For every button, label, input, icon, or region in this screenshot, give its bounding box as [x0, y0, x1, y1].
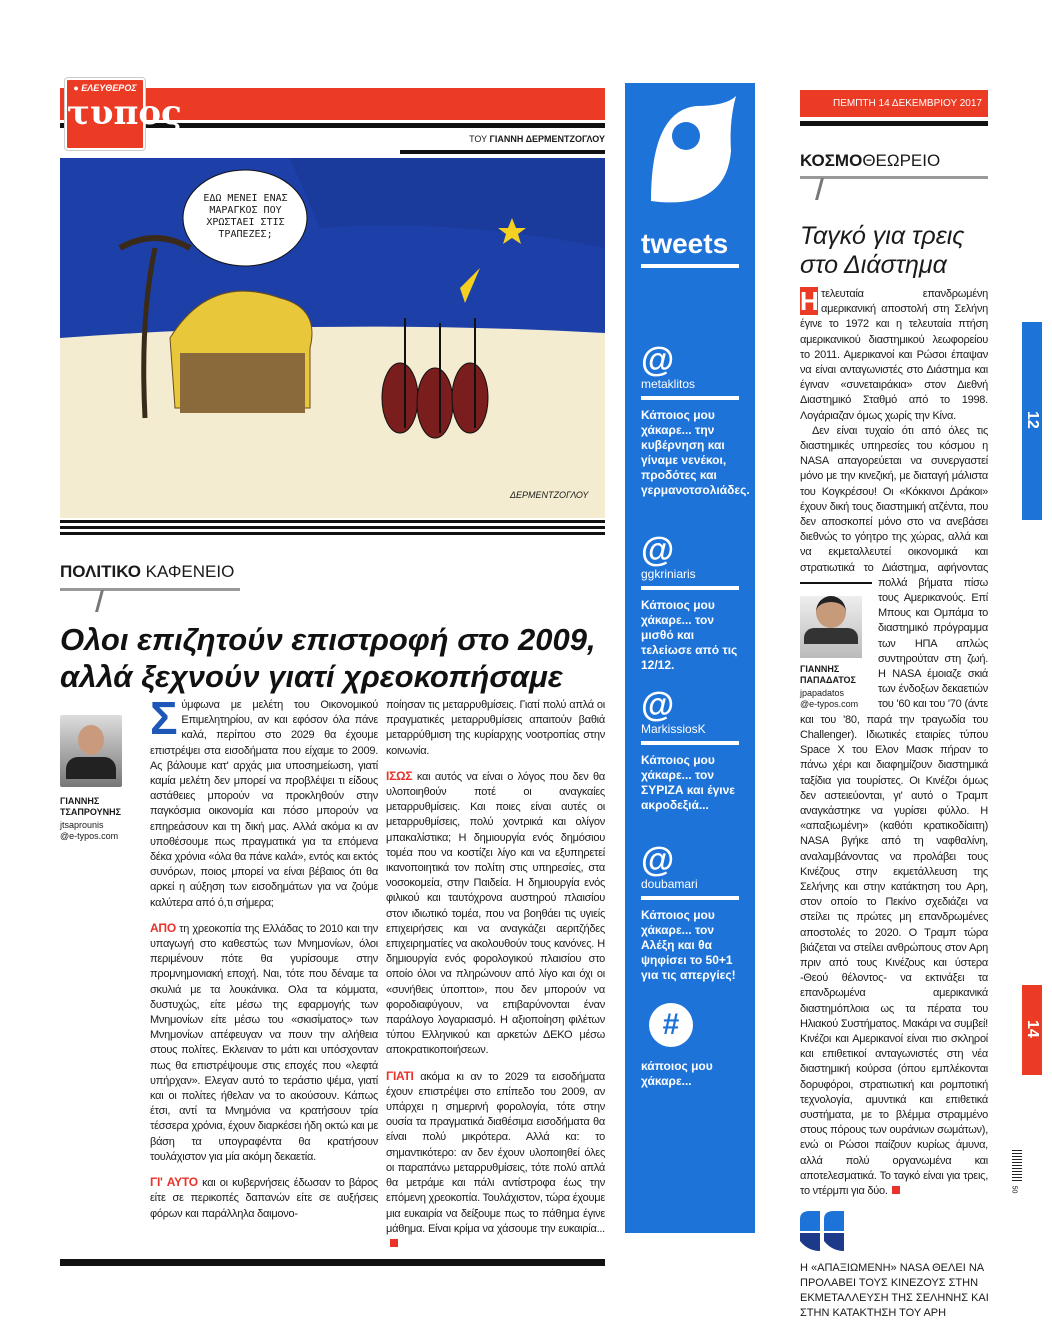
cartoon-speech-bubble: ΕΔΩ ΜΕΝΕΙ ΕΝΑΣ ΜΑΡΑΓΚΟΣ ΠΟΥ ΧΡΩΣΤΑΕΙ ΣΤΙΣ ΤΡΑΠΕΖΕΣ; [203, 193, 288, 240]
at-icon: @ [641, 531, 675, 569]
tweet [641, 533, 739, 688]
end-mark [892, 1186, 900, 1194]
logo-top: ● ΕΛΕΥΘΕΡΟΣ [73, 83, 137, 93]
left-article [60, 78, 605, 1266]
drop-cap: Η [800, 286, 819, 316]
right-article-wrap: τους Αμερικανούς. Επί Μπους και Ομπάμα το διαστημικό πρόγραμμα των ΗΠΑ απλώς συντηρούταν στη ζωή. Η NASA έμοιαζε σκιά των ένδοξων δεκαετιών του '60 και του '70 (άντε και του '80, παρά την τραγωδία του Challenger). Ιδιωτικές εταιρίες τύπου [800, 592, 988, 741]
cartoon-signature: ΔΕΡΜΕΝΤΖΟΓΛΟΥ [510, 490, 589, 500]
spacer [641, 268, 739, 343]
section-rule-right [800, 176, 988, 179]
cartoon-illustration [60, 158, 605, 518]
page-tab-blue: 12 [1022, 322, 1042, 520]
triple-rule [60, 520, 605, 535]
section-rule [60, 588, 240, 591]
barcode-number: 50 [1010, 1185, 1018, 1194]
drop-cap: Σ [150, 692, 178, 744]
page-tab-red: 14 [1022, 985, 1042, 1075]
right-article-bottom: Space X του Ελον Μασκ πήραν το πάνω χέρι και διαφημίζουν διαστημικά ταξίδια για τουρίστες. Οι Κινέζοι όμως δεν αστειεύονται, γι' αυτό ο Τραμπ αναγκάστηκε να γυρίσει φύλλο. Η «απαξιωμένη» (καθότι κρατικοδίαιτη) NASA βγήκε από τη ναφθαλίνη, αναλαμβάνοντας να προλάβει τους Κινέζους στην εκμετάλλευση της Σελήνης και στην κατάκτηση του Αρη, στον οποίο το Πεκίνο σχεδιάζει να στείλει τις πρώτες μη επανδρωμένες αποστολές το 2020. Ο Τραμπ τώρα βιάζεται να στείλει ανθρώπους στον Αρη πριν από τους Κινέζους και ύστερα -Θεού θέλοντος- να εκτινάξει τα επανδρωμένα αμερικανικά διαστημόπλοια ως τα πέρατα του Ηλιακού Συστήματος. Μακάρι να συμβεί! Κινέζοι και Αμερικανοί είναι πιο σκληροί και επιθετικοί ανταγωνιστές στη νέα διαστημική κούρσα (όπου εμπλέκονται δορυφόροι, στρατιωτική και ρομποτική τεχνολογία, αμυντικά και επιθετικά συστήματα, με το βλέμμα στραμμένο στους πόρους των ουράνιων σωμάτων), ενώ οι Ρώσοι παίζουν κυρίως άμυνα, αλλά πολύ οργανωμένα και αποτελεσματικά. Το ταγκό είναι για τρεις, το ντέρμπι για δύο. [800, 744, 988, 1197]
section-title: ΠΟΛΙΤΙΚΟ ΚΑΦΕΝΕΙΟ [60, 562, 235, 581]
bird-icon [641, 91, 741, 231]
author-photo [60, 715, 122, 787]
logo [65, 78, 182, 150]
hashtag-icon: # [649, 1003, 693, 1047]
headline: Ολοι επιζητούν επιστροφή στο 2009, αλλά ξεχνούν γιατί χρεοκοπήσαμε [60, 622, 596, 694]
right-title: Ταγκό για τρεις στο Διάστημα [800, 222, 965, 279]
tweets-footer: κάποιος μου χάκαρε... [641, 1059, 713, 1088]
section-rule-tick [815, 178, 824, 200]
author-info-right: ΓΙΑΝΝΗΣ ΠΑΠΑΔΑΤΟΣ jpapadatos @e-typos.com [800, 663, 859, 709]
pull-quote: Η «ΑΠΑΞΙΩΜΕΝΗ» NASA ΘΕΛΕΙ ΝΑ ΠΡΟΛΑΒΕΙ ΤΟΥΣ ΚΙΝΕΖΟΥΣ ΣΤΗΝ ΕΚΜΕΤΑΛΛΕΥΣΗ ΤΗΣ ΣΕΛΗΝΗΣ ΚΑΙ ΣΤΗΝ ΚΑΤΑΚΤΗΣΗ ΤΟΥ ΑΡΗ [800, 1262, 989, 1320]
date-bar: ΠΕΜΠΤΗ 14 ΔΕΚΕΜΒΡΙΟΥ 2017 [800, 90, 988, 117]
tweets-title: tweets [641, 228, 729, 259]
tweet-rule [641, 586, 739, 590]
right-article [800, 287, 988, 1321]
tweet-rule [641, 896, 739, 900]
at-icon: @ [641, 841, 675, 879]
tweet-rule [641, 741, 739, 745]
tweet-text: Κάποιος μου χάκαρε... τον μισθό και τελείωσε από τις 12/12. [641, 598, 738, 672]
barcode [1012, 1150, 1022, 1182]
article-column-1: Σύμφωνα με μελέτη του Οικονομικού Επιμελητηρίου, αν και εφόσον όλα πάνε καλά, περίπου στο 2029 θα έχουμε επιστρέψει στα εισοδήματα που είχαμε το 2009. Ας βάλουμε κατ' αρχάς μια υποσημείωση, γιατί καμία μελέτη δεν μπορεί να προβλέψει τι είδους αστάθειες μπορούν να προκληθούν στην παγκόσμια οικονομία και πόσο μπορούν να επηρεάσουν και τη δική μας. Αλλά ακόμα κι αν υποθέσουμε πως πραγματικά για τα επόμενα δέκα χρόνια «όλα θα πάνε καλά», εντός και εκτός συνόρων, ποιος μπορεί να είναι βέβαιος ότι θα αρκεί η αύξηση των εισοδημάτων για να ζούμε καλύτερα από ό,τι σήμερα; ΑΠΟ τη χρεοκοπία της Ελλάδας το 2010 και την υπαγωγή στο καθεστώς των Μνημονίων, όλοι περιμένουν πότε θα γυρίσουμε στην προμνημονιακή εποχή. Ναι, τότε που δέναμε τα σκυλιά με τα λουκάνικα. Ολα τα κόμματα, δυστυχώς, είτε μέσω της εφαρμογής των Μνημονίων είτε μέσω του «σκισίματος» των Μνημονίων απέφευγαν να πουν την αλήθεια στους πολίτες. Εκλειναν το μάτι και υπόσχονταν πως θα επιστρέψουμε στις εποχές που «λεφτά υπήρχαν». Ελεγαν αυτό το τεράστιο ψέμα, γιατί και οι πολίτες ήθελαν να το ακούσουν. Κάπως έτσι, αντί τα Μνημόνια να κρατήσουν τρία τέσσερα χρόνια, έχουν διαρκέσει ήδη οκτώ και με βάση τα υπογραφέντα θα κρατήσουν τουλάχιστον για μία ακόμη δεκαετία. ΓΙ' ΑΥΤΟ και οι κυβερνήσεις έδωσαν το βάρος είτε σε περικοπές δαπανών είτε σε αυξήσεις φόρων και παράλληλα δαιμονο- [150, 692, 378, 1220]
article-column-2: ποίησαν τις μεταρρυθμίσεις. Γιατί πολύ απλά οι πραγματικές μεταρρυθμίσεις απαιτούν βαθιά μεταρρύθμιση της κυρίαρχης νοοτροπίας στην κοινωνία. ΙΣΩΣ και αυτός να είναι ο λόγος που δεν θα υλοποιηθούν ποτέ οι αναγκαίες μεταρρυθμίσεις. Και ποιες είναι αυτές οι μεταρρυθμίσεις, πολύ χοντρικά και ολίγον μπακαλίστικα; Η δημιουργία ενός δημόσιου τομέα που να κοστίζει λίγο και να εξυπηρετεί ικανοποιητικά τον πολίτη στις υπηρεσίες, στα νοσοκομεία, στην Παιδεία. Η δημιουργία ενός φιλικού και ταυτόχρονα αυστηρού πλαισίου στον ιδιωτικό τομέα, που να βοηθάει τις υγιείς επιχειρήσεις και να αναγκάζει αεριτζήδες επιχειρηματίες να ακολουθούν τους κανόνες. Η δημιουργία ενός φορολογικού πλαισίου στο οποίο όλοι να πληρώνουν από λίγο και όχι οι «συνήθεις ύποπτοι», που δεν μπορούν να φοροδιαφύγουν, να επιβαρύνονται έναν παράλογο λογαριασμό. Η αξιοποίηση φιλέτων τύπου Ελληνικού και αρκετών ΔΕΚΟ μέσω αποκρατικοποιήσεων. ΓΙΑΤΙ ακόμα κι αν το 2029 τα εισοδήματα έχουν επιστρέψει στο επίπεδο του 2009, αν υπάρχει η σημερινή φορολογία, τότε στην ουσία τα πραγματικά διαθέσιμα εισοδήματα θα είναι πολύ μικρότερα. Αλλά κα: το σημαντικότερο: αν δεν έχουν υλοποιηθεί όλες οι παραπάνω μεταρρυθμίσεις, τότε πολύ απλά θα μετράμε και πάλι αντίστροφα έως την επόμενη χρεοκοπία. Τουλάχιστον, τώρα έχουμε μια ευκαιρία να δείξουμε πως το πάθημα έγινε μάθημα. Είναι κρίμα να χάσουμε την ευκαιρία... [386, 698, 605, 1262]
end-mark [390, 1239, 398, 1247]
tweet-handle[interactable]: ggkriniaris [641, 567, 696, 581]
tweets-column [625, 83, 755, 1233]
date-rule [800, 121, 988, 126]
tweet [641, 341, 750, 533]
tweet-text: Κάποιος μου χάκαρε... τον ΣΥΡΙΖΑ και έγινε ακροδεξιά... [641, 753, 736, 812]
tweet-handle[interactable]: metaklitos [641, 377, 696, 391]
author-photo [800, 596, 862, 658]
quote-icon [800, 1211, 846, 1253]
author-box-right [800, 582, 872, 710]
tweet-text: Κάποιος μου χάκαρε... την κυβέρνηση και γίναμε νενέκοι, προδότες και γερμανοτσολιάδες. [641, 408, 750, 497]
author-info: ΓΙΑΝΝΗΣ ΤΣΑΠΡΟΥΝΗΣ jtsaprounis @e-typos.com [60, 796, 122, 841]
tweet-text: Κάποιος μου χάκαρε... τον Αλέξη και θα ψηφίσει το 50+1 για τις απεργίες! [641, 908, 736, 982]
tweet-handle[interactable]: MarkissiosK [641, 722, 706, 736]
section-title-right: ΚΟΣΜΟΘΕΩΡΕΙΟ [800, 151, 941, 170]
section-rule-tick [95, 590, 104, 612]
byline: ΤΟΥ ΓΙΑΝΝΗ ΔΕΡΜΕΝΤΖΟΓΛΟΥ [469, 134, 605, 144]
right-article-top: Η τελευταία επανδρωμένη αμερικανική αποστολή στη Σελήνη έγινε το 1972 και η τελευταία πτήση αμερικανικού διαστημικού λεωφορείου το 2011. Αμερικανοί και Ρώσοι έπαψαν να είναι ανταγωνιστές στο Διάστημα και έγιναν «συνεταιράκια» στον Διεθνή Διαστημικό Σταθμό από το 1998. Λογάριαζαν όμως χωρίς την Κίνα. Δεν είναι τυχαίο ότι από όλες τις διαστημικές υπηρεσίες του κόσμου η NASA απαγορεύεται να συνεργαστεί μόνο με την κινεζική, με διαταγή μάλιστα του Κογκρέσου! Οι «Κόκκινοι Δράκοι» έχουν δική τους διαστημική ατζέντα, που δεν αποσκοπεί μόνο στο να ανεβάσει διεθνώς το γόητρο της χώρας, αλλά και να εκμεταλλευτεί οικονομικά και στρατιωτικά το Διάστημα, αφήνοντας πολλά βήματα πίσω ΓΙΑΝΝΗΣ ΠΑΠΑΔΑΤΟΣ jpapadatos @e-typos.com τους Αμερικανούς. Επί Μπους και Ομπάμα το διαστημικό πρόγραμμα των ΗΠΑ απλώς συντηρούταν στη ζωή. Η NASA έμοιαζε σκιά των ένδοξων δεκαετιών του '60 και του '70 (άντε και του '80, παρά την τραγωδία του Challenger). Ιδιωτικές εταιρίες τύπου Space X του Ελον Μασκ πήραν το πάνω χέρι και διαφημίζουν διαστημικά ταξίδια για τουρίστες. Οι Κινέζοι όμως δεν αστειεύονται, γι' αυτό ο Τραμπ αναγκάστηκε να γυρίσει φύλλο. Η «απαξιωμένη» (καθότι κρατικοδίαιτη) NASA βγήκε από τη ναφθαλίνη, αναλαμβάνοντας να προλάβει τους Κινέζους στην εκμετάλλευση της Σελήνης και στην κατάκτηση του Αρη, στον οποίο το Πεκίνο σχεδιάζει να στείλει τις πρώτες μη επανδρωμένες αποστολές το 2020. Ο Τραμπ τώρα βιάζεται να στείλει ανθρώπους στον Αρη πριν από τους Κινέζους και ύστερα -Θεού θέλοντος- να εκτινάξει τα επανδρωμένα αμερικανικά διαστημόπλοια ως τα πέρατα του Ηλιακού Συστήματος. Μακάρι να συμβεί! Κινέζοι και Αμερικανοί είναι πιο σκληροί και επιθετικοί ανταγωνιστές στη νέα διαστημική κούρσα (όπου εμπλέκονται δορυφόροι, στρατιωτική και ρομποτική τεχνολογία, αμυντικά και επιθετικά συστήματα, με το βλέμμα στραμμένο στους πόρους των ουράνιων σωμάτων), ενώ οι Ρώσοι παίζουν κυρίως άμυνα, αλλά πολύ οργανωμένα και αποτελεσματικά. Το ταγκό είναι για τρεις, το ντέρμπι για δύο. [800, 286, 988, 1197]
byline-rule [400, 150, 605, 154]
tweet-handle[interactable]: doubamari [641, 877, 698, 891]
tweet [641, 843, 739, 1003]
bottom-rule [60, 1259, 605, 1266]
at-icon: @ [641, 341, 675, 379]
at-icon: @ [641, 686, 675, 724]
logo-main: τυπος [67, 93, 182, 133]
tweet [641, 688, 739, 843]
tweet-rule [641, 396, 739, 400]
